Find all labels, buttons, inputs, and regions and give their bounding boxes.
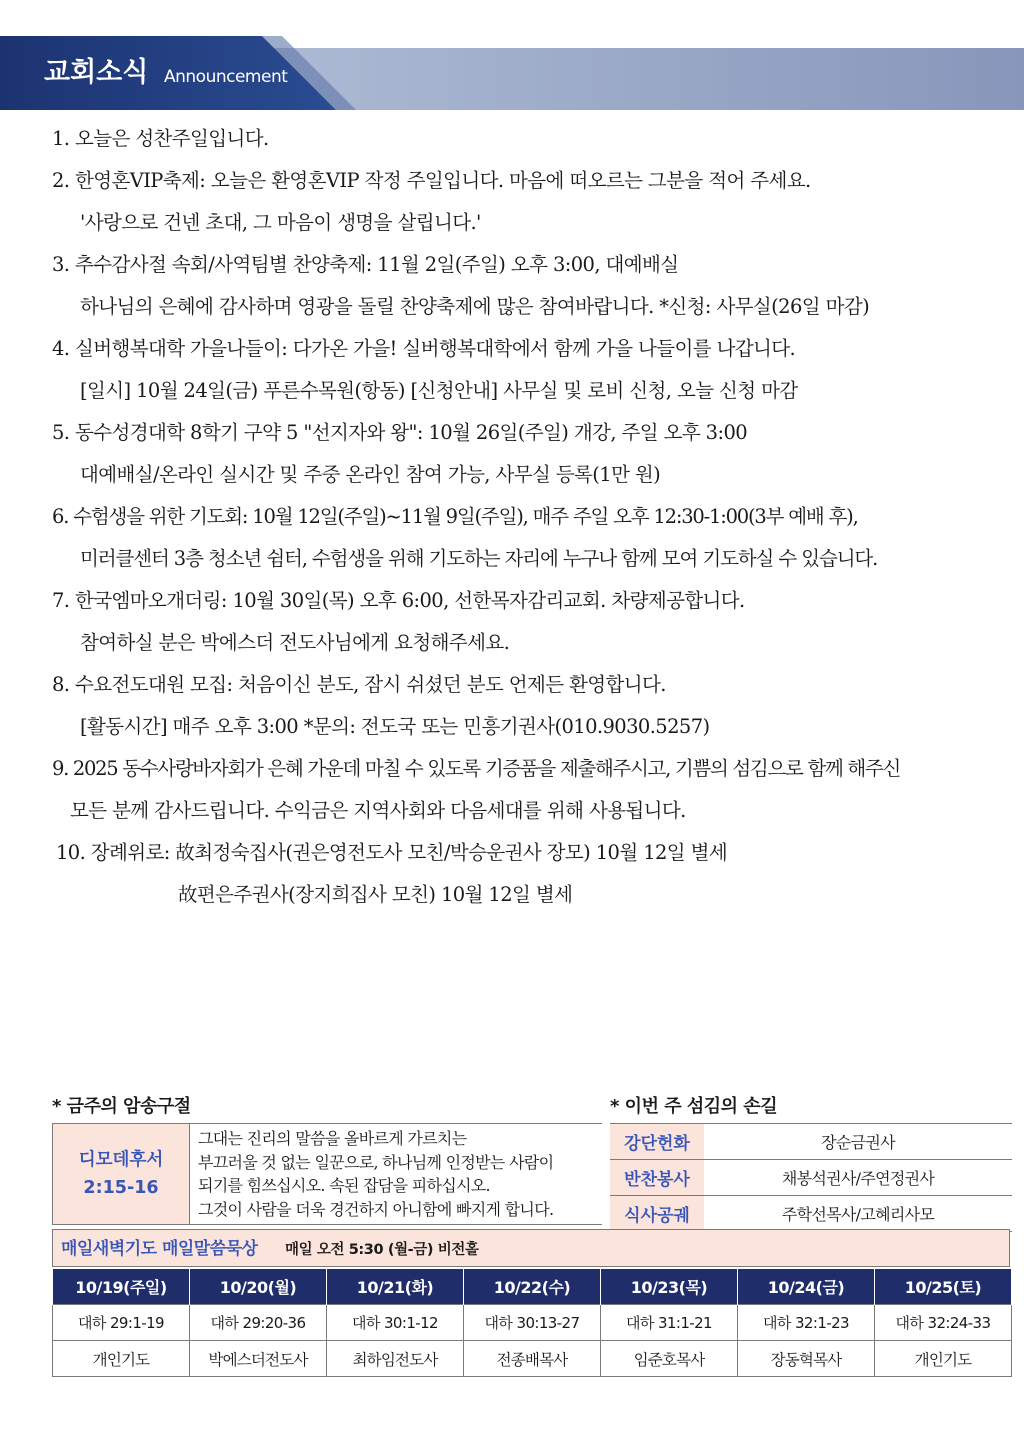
leader-cell: 개인기도 xyxy=(53,1341,190,1377)
notice-line: 2. 한영혼VIP축제: 오늘은 환영혼VIP 작정 주일입니다. 마음에 떠오르는 그분을 적어 주세요. xyxy=(52,169,811,192)
leader-cell: 최하임전도사 xyxy=(327,1341,464,1377)
notice-line: 모든 분께 감사드립니다. 수익금은 지역사회와 다음세대를 위해 사용됩니다. xyxy=(70,799,686,822)
service-row xyxy=(610,1160,1012,1196)
notice-line: 3. 추수감사절 속회/사역팀별 찬양축제: 11월 2일(주일) 오후 3:00, 대예배실 xyxy=(52,253,679,276)
leader-row xyxy=(53,1341,1012,1377)
notice-line: 故편은주권사(장지희집사 모친) 10월 12일 별세 xyxy=(178,883,573,906)
date-cell: 10/19(주일) xyxy=(53,1269,190,1305)
verse-reference xyxy=(53,1124,190,1225)
service-name: 채봉석권사/주연정권사 xyxy=(704,1160,1012,1196)
dawn-prayer-header xyxy=(52,1229,1010,1267)
notice-line: 참여하실 분은 박에스더 전도사님에게 요청해주세요. xyxy=(80,631,510,654)
notice-line: 하나님의 은혜에 감사하며 영광을 돌릴 찬양축제에 많은 참여바랍니다. *신청: 사무실(26일 마감) xyxy=(80,295,870,318)
memory-verse-table xyxy=(52,1123,602,1225)
notice-line: 5. 동수성경대학 8학기 구약 5 "선지자와 왕": 10월 26일(주일) 개강, 주일 오후 3:00 xyxy=(52,421,748,444)
notice-line: 9. 2025 동수사랑바자회가 은혜 가운데 마칠 수 있도록 기증품을 제출해주시고, 기쁨의 섬김으로 함께 해주신 xyxy=(52,757,901,780)
notice-line: 10. 장례위로: 故최정숙집사(권은영전도사 모친/박승운권사 장모) 10월 12일 별세 xyxy=(56,841,728,864)
date-cell: 10/24(금) xyxy=(738,1269,875,1305)
verse-line: 되기를 힘쓰십시오. 속된 잡담을 피하십시오. xyxy=(198,1176,490,1195)
passage-cell: 대하 31:1-21 xyxy=(601,1305,738,1341)
leader-cell: 박에스더전도사 xyxy=(190,1341,327,1377)
notice-line: 6. 수험생을 위한 기도회: 10월 12일(주일)~11월 9일(주일), 매주 주일 오후 12:30-1:00(3부 예배 후), xyxy=(52,505,858,528)
notice-line: [활동시간] 매주 오후 3:00 *문의: 전도국 또는 민흥기권사(010.9030.5257) xyxy=(80,715,710,738)
service-label: * 이번 주 섬김의 손길 xyxy=(610,1096,778,1117)
passage-cell: 대하 29:1-19 xyxy=(53,1305,190,1341)
date-cell: 10/20(월) xyxy=(190,1269,327,1305)
passage-cell: 대하 30:13-27 xyxy=(464,1305,601,1341)
date-cell: 10/22(수) xyxy=(464,1269,601,1305)
notice-line: [일시] 10월 24일(금) 푸른수목원(항동) [신청안내] 사무실 및 로비 신청, 오늘 신청 마감 xyxy=(80,379,798,402)
dawn-prayer-table xyxy=(52,1269,1012,1377)
notice-line: '사랑으로 건넨 초대, 그 마음이 생명을 살립니다.' xyxy=(80,211,481,234)
passage-cell: 대하 32:24-33 xyxy=(875,1305,1012,1341)
verse-line: 그대는 진리의 말씀을 올바르게 가르치는 xyxy=(198,1129,467,1148)
leader-cell: 개인기도 xyxy=(875,1341,1012,1377)
service-row xyxy=(610,1124,1012,1160)
dawn-prayer-info: 매일 오전 5:30 (월-금) 비전홀 xyxy=(285,1242,479,1258)
verse-chapter: 2:15-16 xyxy=(83,1178,159,1198)
page-subtitle: Announcement xyxy=(164,67,288,87)
notice-line: 8. 수요전도대원 모집: 처음이신 분도, 잠시 쉬셨던 분도 언제든 환영합니다. xyxy=(52,673,666,696)
service-role: 반찬봉사 xyxy=(610,1160,704,1196)
service-role: 강단헌화 xyxy=(610,1124,704,1160)
verse-line: 그것이 사람을 더욱 경건하지 아니함에 빠지게 합니다. xyxy=(198,1199,554,1219)
verse-text xyxy=(190,1124,603,1225)
leader-cell: 임준호목사 xyxy=(601,1341,738,1377)
date-row xyxy=(53,1269,1012,1305)
service-name: 주학선목사/고혜리사모 xyxy=(704,1196,1012,1232)
memory-verse-label: * 금주의 암송구절 xyxy=(52,1096,191,1117)
notice-line: 대예배실/온라인 실시간 및 주중 온라인 참여 가능, 사무실 등록(1만 원) xyxy=(80,463,661,486)
date-cell: 10/25(토) xyxy=(875,1269,1012,1305)
passage-cell: 대하 32:1-23 xyxy=(738,1305,875,1341)
leader-cell: 장동혁목사 xyxy=(738,1341,875,1377)
date-cell: 10/21(화) xyxy=(327,1269,464,1305)
service-row xyxy=(610,1196,1012,1232)
verse-line: 부끄러울 것 없는 일꾼으로, 하나님께 인정받는 사람이 xyxy=(198,1152,554,1172)
service-name: 장순금권사 xyxy=(704,1124,1012,1160)
dawn-prayer-title: 매일새벽기도 매일말씀묵상 xyxy=(61,1239,258,1259)
notice-line: 4. 실버행복대학 가을나들이: 다가온 가을! 실버행복대학에서 함께 가을 나들이를 나갑니다. xyxy=(52,337,796,360)
verse-book: 디모데후서 xyxy=(78,1150,164,1170)
service-table xyxy=(610,1123,1012,1232)
notice-line: 7. 한국엠마오개더링: 10월 30일(목) 오후 6:00, 선한목자감리교회. 차량제공합니다. xyxy=(52,589,745,612)
notice-line: 미러클센터 3층 청소년 쉼터, 수험생을 위해 기도하는 자리에 누구나 함께 모여 기도하실 수 있습니다. xyxy=(80,547,878,570)
notice-line: 1. 오늘은 성찬주일입니다. xyxy=(52,127,269,150)
passage-cell: 대하 29:20-36 xyxy=(190,1305,327,1341)
date-cell: 10/23(목) xyxy=(601,1269,738,1305)
banner-graphic xyxy=(0,36,1024,110)
announcement-banner xyxy=(0,36,1024,110)
leader-cell: 전종배목사 xyxy=(464,1341,601,1377)
service-role: 식사공궤 xyxy=(610,1196,704,1232)
page-title: 교회소식 xyxy=(44,57,149,88)
passage-cell: 대하 30:1-12 xyxy=(327,1305,464,1341)
passage-row xyxy=(53,1305,1012,1341)
